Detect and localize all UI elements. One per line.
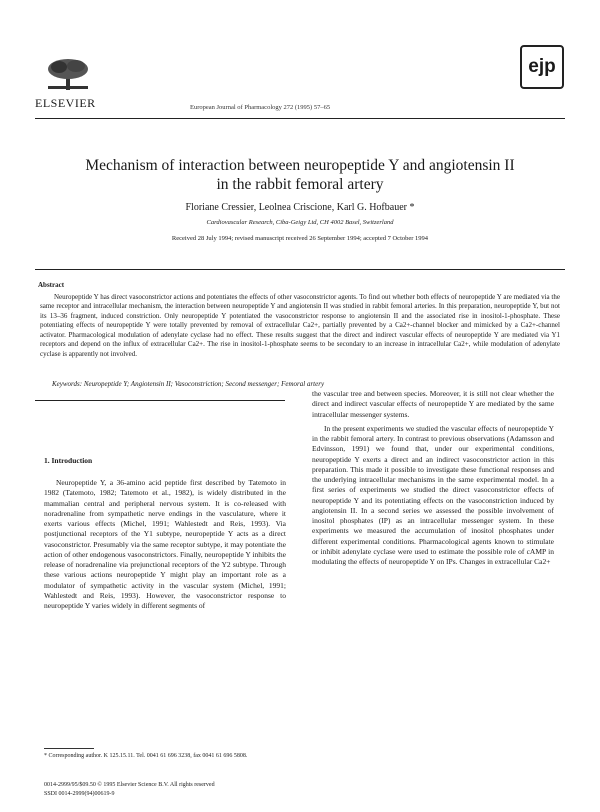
author-list: Floriane Cressier, Leolnea Criscione, Karl G. Hofbauer * bbox=[185, 202, 415, 213]
right-column bbox=[312, 389, 554, 567]
ssdi-line: SSDI 0014-2999(94)00619-9 bbox=[44, 791, 115, 797]
title-line-2: in the rabbit femoral artery bbox=[216, 176, 384, 193]
corresponding-author-footnote: * Corresponding author. K 125.15.11. Tel. 0041 61 696 3238, fax 0041 61 696 5808. bbox=[44, 753, 248, 759]
copyright-line: 0014-2999/95/$09.50 © 1995 Elsevier Science B.V. All rights reserved bbox=[44, 782, 215, 788]
ejp-logo: ejp bbox=[520, 45, 564, 89]
abstract-body: Neuropeptide Y has direct vasoconstrictor actions and potentiates the effects of other vasoconstrictor agents. To find out whether both effects of neuropeptide Y are mediated via the same receptor and intracellular mechanism, the interaction between neuropeptide Y and angiotensin II was studied in rabbit femoral arteries. In this preparation, neuropeptide Y, but not its 13–36 fragment, induced constriction. Only neuropeptide Y potentiated the vasoconstrictor response to angiotensin II and the associated rise in inositol-1-phosphate. These potentiating effects of neuropeptide Y were totally prevented by removal of extracellular Ca2+, partially prevented by a Ca2+-channel blocker and mimicked by a Ca2+-channel activator. Pharmacological modulation of adenylate cyclase had no effect. These results suggest that the direct and indirect vascular effects of neuropeptide Y are mediated via Y1 receptors and depend on the influx of extracellular Ca2+. The rise in inositol-1-phosphate seems to be secondary to an increase in intracellular Ca2+, while modulation of adenylate cyclase is apparently not involved. bbox=[40, 293, 560, 358]
publisher-name: ELSEVIER bbox=[35, 96, 96, 110]
footnote-rule bbox=[44, 748, 94, 749]
abstract-bottom-rule bbox=[35, 400, 285, 401]
intro-paragraph-1: Neuropeptide Y, a 36-amino acid peptide first described by Tatemoto in 1982 (Tatemoto, 1982; Tatemoto et al., 1982), is widely distributed in the mammalian central and peripheral nervous system. It is co-released with noradrenaline from sympathetic nerve endings in the vasculature, where it exerts various effects (Michel, 1991; Wahlestedt and Reis, 1993). Via postjunctional receptors of the Y1 subtype, neuropeptide Y acts as a direct vasoconstrictor. Presumably via the same receptor subtype, it may potentiate the action of other endogenous vasoconstrictors. Finally, neuropeptide Y inhibits the release of noradrenaline via prejunctional receptors of the Y2 subtype. Through these various actions neuropeptide Y might play an important role as a modulator of sympathetic activity in the vascular system (Michel, 1991; Wahlestedt and Reis, 1993). However, the vasoconstrictor response to neuropeptide Y varies widely in different segments of bbox=[44, 478, 286, 610]
publisher-logo bbox=[35, 58, 115, 111]
abstract-top-rule bbox=[35, 269, 565, 270]
abstract-heading: Abstract bbox=[38, 281, 65, 289]
article-title bbox=[45, 156, 555, 194]
section-heading-introduction: 1. Introduction bbox=[44, 456, 93, 465]
affiliation: Cardiovascular Research, Ciba-Geigy Ltd, CH 4002 Basel, Switzerland bbox=[206, 219, 394, 226]
intro-paragraph-1-cont: the vascular tree and between species. Moreover, it is still not clear whether the direct and indirect vascular effects of neuropeptide Y are mediated by the same intracellular messenger systems. bbox=[312, 389, 554, 419]
elsevier-tree-icon bbox=[43, 58, 93, 90]
intro-paragraph-2: In the present experiments we studied the vascular effects of neuropeptide Y in the rabbit femoral artery. In contrast to previous observations (Adamsson and Edvinsson, 1991) we found that, under our experimental conditions, neuropeptide Y exerts a direct and an indirect vasoconstrictor action in this preparation. This made it possible to investigate these functional responses and the underlying intracellular mechanisms in the same experimental model. In a first series of experiments we studied the direct vasoconstrictor effects of neuropeptide Y and its potentiating effects on the vasoconstriction induced by angiotensin II. In a second series we assessed the possible involvement of inositol phosphates (IP) as an intracellular messenger system. In these experiments we measured the accumulation of inositol phosphates under different experimental conditions. Pharmacological agents known to stimulate or inhibit adenylate cyclase were used to estimate the possible role of cAMP in modulating the effects of neuropeptide Y on IPs. Changes in extracellular Ca2+ bbox=[312, 423, 554, 566]
header-rule bbox=[35, 118, 565, 119]
journal-citation: European Journal of Pharmacology 272 (1995) 57–65 bbox=[190, 104, 331, 111]
received-dates: Received 28 July 1994; revised manuscript received 26 September 1994; accepted 7 October 1994 bbox=[171, 235, 429, 242]
title-line-1: Mechanism of interaction between neuropeptide Y and angiotensin II bbox=[85, 157, 515, 174]
left-column bbox=[44, 478, 286, 611]
keywords: Keywords: Neuropeptide Y; Angiotensin II; Vasoconstriction; Second messenger; Femoral artery bbox=[52, 380, 325, 388]
